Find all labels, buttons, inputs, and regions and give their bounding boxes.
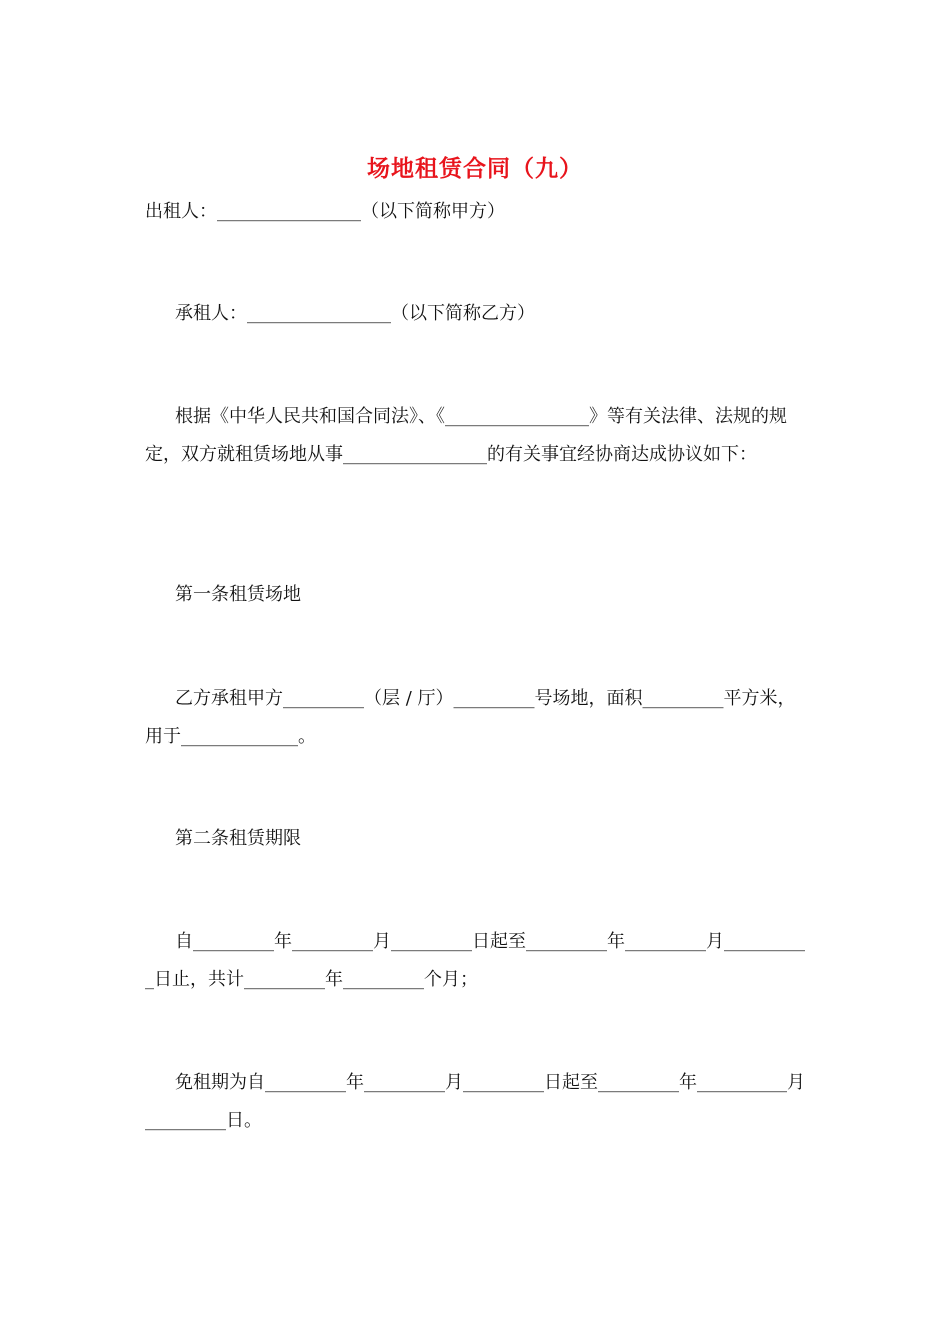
lessor-line: 出租人：________________（以下简称甲方） — [145, 201, 505, 222]
article2-heading: 第二条租赁期限 — [175, 828, 301, 849]
article1-body: 乙方承租甲方_________（层 / 厅）_________号场地，面积_________平方米，用于_____________。 — [145, 688, 796, 747]
article2-term: 自_________年_________月_________日起至_________年_________月__________日止，共计_________年_________个月； — [145, 931, 805, 990]
lessee-line: 承租人：________________（以下简称乙方） — [175, 303, 535, 324]
article1-heading: 第一条租赁场地 — [175, 584, 301, 605]
document-title: 场地租赁合同（九） — [367, 155, 583, 182]
article2-rent-free: 免租期为自_________年_________月_________日起至_________年__________月_________日。 — [145, 1072, 805, 1131]
preamble-paragraph: 根据《中华人民共和国合同法》、《________________》等有关法律、法规的规定，双方就租赁场地从事________________的有关事宜经协商达成协议如下： — [145, 406, 787, 465]
